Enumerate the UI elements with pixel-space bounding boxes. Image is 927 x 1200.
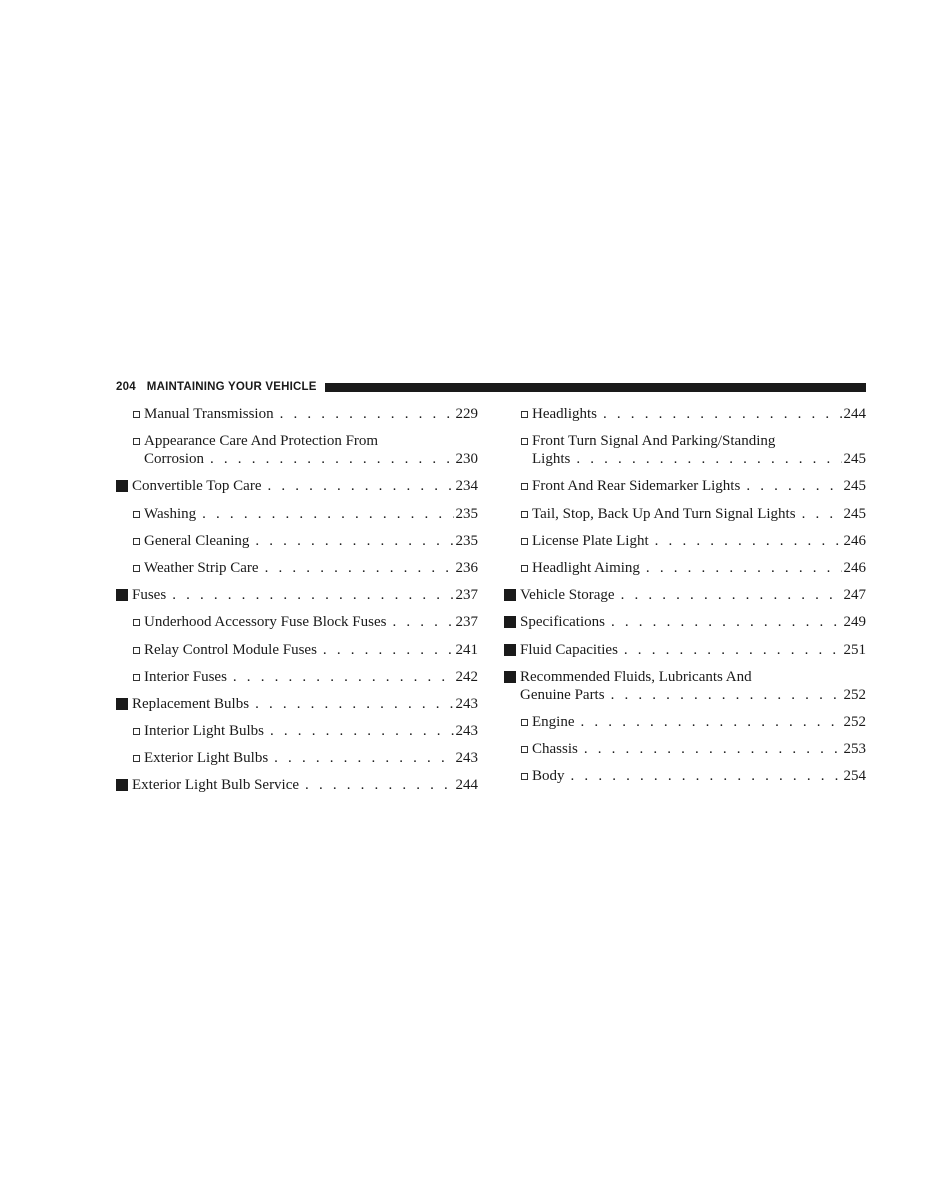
toc-entry[interactable] [116,776,478,794]
dot-leader [584,740,842,758]
toc-entry-page-number: 243 [455,695,478,712]
dot-leader [305,776,453,794]
toc-entry-title: Manual Transmission [144,406,274,422]
dot-leader [571,767,842,785]
dot-leader [802,505,842,523]
toc-entry-title: Corrosion [144,451,204,468]
toc-entry[interactable] [116,559,478,577]
dot-leader [603,405,842,423]
hollow-square-bullet-icon [521,719,528,726]
hollow-square-bullet-icon [133,619,140,626]
toc-entry[interactable] [504,613,866,631]
hollow-square-bullet-icon [521,565,528,572]
toc-entry-title: Front And Rear Sidemarker Lights [532,478,741,495]
toc-entry[interactable] [116,695,478,713]
toc-entry-page-number: 252 [843,713,866,730]
hollow-square-bullet-icon [521,411,528,418]
toc-entry-page-number: 243 [455,750,478,767]
toc-entry-title: Headlights [532,406,597,422]
toc-entry-page-number: 245 [843,505,866,522]
dot-leader [323,641,454,659]
toc-entry[interactable] [504,405,866,423]
toc-entry-page-number: 244 [455,777,478,794]
dot-leader [255,695,453,713]
hollow-square-bullet-icon [133,411,140,418]
toc-entry-title: Underhood Accessory Fuse Block Fuses [144,614,387,631]
dot-leader [655,532,842,550]
toc-entry-page-number: 245 [843,451,866,468]
toc-entry[interactable] [504,505,866,523]
hollow-square-bullet-icon [133,674,140,681]
toc-entry-title: Tail, Stop, Back Up And Turn Signal Lights [532,505,796,522]
toc-entry-page-number: 230 [455,451,478,468]
toc-entry[interactable] [504,740,866,758]
toc-entry[interactable] [504,713,866,731]
toc-entry[interactable] [504,432,866,468]
hollow-square-bullet-icon [133,647,140,654]
filled-square-bullet-icon [116,480,128,492]
toc-right-column [504,405,866,794]
dot-leader [233,668,454,686]
toc-entry[interactable] [116,668,478,686]
hollow-square-bullet-icon [521,438,528,445]
toc-entry-title: Lights [532,451,571,468]
toc-entry-title: Chassis [532,741,578,758]
dot-leader [611,613,842,631]
hollow-square-bullet-icon [133,511,140,518]
toc-entry[interactable] [504,532,866,550]
toc-entry[interactable] [116,477,478,495]
dot-leader [646,559,842,577]
toc-entry[interactable] [504,668,866,704]
hollow-square-bullet-icon [133,755,140,762]
dot-leader [265,559,454,577]
dot-leader [270,722,454,740]
dot-leader [210,450,454,468]
toc-entry-title-line: Appearance Care And Protection From [144,433,379,450]
filled-square-bullet-icon [116,779,128,791]
hollow-square-bullet-icon [521,483,528,490]
toc-entry-page-number: 249 [843,614,866,631]
hollow-square-bullet-icon [521,746,528,753]
toc-entry-page-number: 246 [843,559,866,576]
toc-entry-title-line: Recommended Fluids, Lubricants And [520,668,752,685]
filled-square-bullet-icon [116,589,128,601]
dot-leader [280,405,454,423]
dot-leader [267,477,453,495]
filled-square-bullet-icon [504,589,516,601]
dot-leader [611,686,842,704]
toc-entry-page-number: 237 [455,587,478,604]
hollow-square-bullet-icon [133,565,140,572]
toc-entry-page-number: 246 [843,532,866,549]
toc-entry-title: Vehicle Storage [520,587,615,604]
toc-entry[interactable] [116,532,478,550]
dot-leader [255,532,453,550]
toc-entry-page-number: 236 [455,559,478,576]
filled-square-bullet-icon [116,698,128,710]
toc-entry-page-number: 234 [455,478,478,495]
toc-entry-title: Specifications [520,614,605,631]
filled-square-bullet-icon [504,644,516,656]
toc-entry-title: General Cleaning [144,532,250,549]
toc-entry-title: Interior Fuses [144,668,227,685]
toc-entry[interactable] [116,586,478,604]
hollow-square-bullet-icon [133,538,140,545]
toc-entry-title: Convertible Top Care [132,478,262,495]
toc-entry-page-number: 253 [843,741,866,758]
dot-leader [274,749,453,767]
toc-entry-page-number: 241 [455,641,478,658]
toc-entry[interactable] [504,767,866,785]
toc-entry[interactable] [116,613,478,631]
toc-entry-page-number: 229 [455,406,478,422]
toc-entry-title: Exterior Light Bulbs [144,750,269,767]
toc-entry-page-number: 254 [843,768,866,785]
toc-entry-title: Body [532,768,565,785]
toc-entry-title: Washing [144,505,197,522]
page-header [116,379,866,395]
dot-leader [576,450,841,468]
toc-entry-page-number: 251 [843,641,866,658]
toc-entry[interactable] [504,559,866,577]
toc-entry[interactable] [116,405,478,423]
toc-entry-title: Headlight Aiming [532,559,640,576]
toc-entry-title: Fuses [132,587,167,604]
toc-entry[interactable] [504,586,866,604]
hollow-square-bullet-icon [133,438,140,445]
toc-entry-title: Exterior Light Bulb Service [132,777,300,794]
toc-entry[interactable] [116,505,478,523]
dot-leader [172,586,453,604]
toc-entry-title: Genuine Parts [520,686,605,703]
toc-entry-page-number: 247 [843,587,866,604]
toc-entry[interactable] [116,432,478,468]
section-title: MAINTAINING YOUR VEHICLE [146,381,317,393]
dot-leader [621,586,842,604]
hollow-square-bullet-icon [133,728,140,735]
toc-left-column [116,405,478,804]
hollow-square-bullet-icon [521,538,528,545]
toc-entry-page-number: 242 [455,668,478,685]
toc-entry-title: Fluid Capacities [520,641,618,658]
toc-entry-page-number: 252 [843,686,866,703]
toc-entry-page-number: 245 [843,478,866,495]
filled-square-bullet-icon [504,671,516,683]
toc-entry-title: Engine [532,713,575,730]
toc-entry-page-number: 235 [455,505,478,522]
filled-square-bullet-icon [504,616,516,628]
hollow-square-bullet-icon [521,773,528,780]
toc-entry-title-line: Front Turn Signal And Parking/Standing [532,433,776,450]
dot-leader [581,713,842,731]
toc-entry-title: License Plate Light [532,532,649,549]
dot-leader [624,641,842,659]
toc-entry-page-number: 244 [843,406,866,422]
page-number: 204 [116,381,136,393]
toc-entry[interactable] [504,477,866,495]
toc-entry[interactable] [116,749,478,767]
toc-entry-page-number: 243 [455,723,478,740]
toc-entry-page-number: 237 [455,614,478,631]
toc-entry[interactable] [116,722,478,740]
toc-entry-title: Weather Strip Care [144,559,259,576]
toc-entry-page-number: 235 [455,532,478,549]
toc-entry-title: Replacement Bulbs [132,695,250,712]
dot-leader [392,613,453,631]
toc-entry[interactable] [504,641,866,659]
header-rule [325,383,866,392]
dot-leader [746,477,841,495]
hollow-square-bullet-icon [521,511,528,518]
toc-entry-title: Relay Control Module Fuses [144,641,317,658]
toc-entry[interactable] [116,641,478,659]
toc-entry-title: Interior Light Bulbs [144,723,264,740]
dot-leader [202,505,453,523]
